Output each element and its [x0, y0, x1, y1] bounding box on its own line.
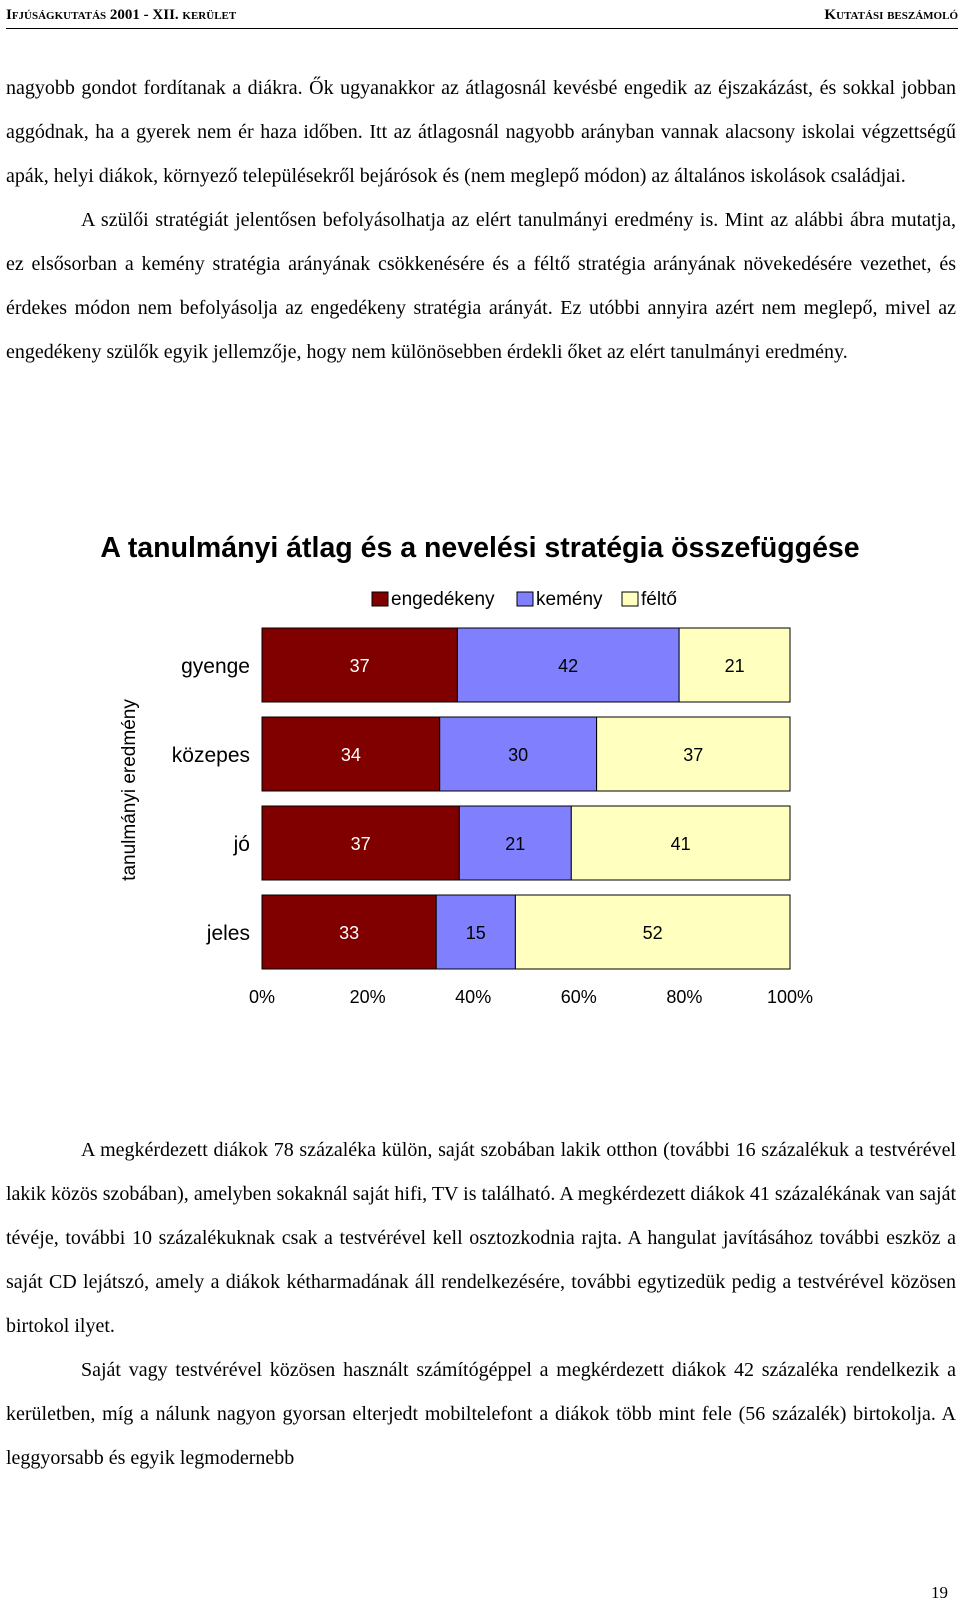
data-label: 33 — [339, 923, 360, 943]
x-axis-ticks — [249, 987, 813, 1007]
paragraph: A megkérdezett diákok 78 százaléka külön, saját szobában lakik otthon (további 16 százalékuk a testvérével lakik közös szobában), amelyben sokaknál saját hifi, TV is található. A megkérdezett diákok 41 százalékának van saját tévéje, további 10 százalékuknak csak a testvérével kell osztozkodnia rajta. A hangulat javításához további eszköz a saját CD lejátszó, amely a diákok kétharmadának áll rendelkezésére, további egytizedük pedig a testvérével közösen birtokol ilyet. — [6, 1139, 956, 1337]
data-label: 37 — [349, 656, 370, 676]
paragraph: A szülői stratégiát jelentősen befolyásolhatja az elért tanulmányi eredmény is. Mint az alábbi ábra mutatja, ez elsősorban a kemény stratégia arányának csökkenésére és a féltő stratégia arányának növekedésére vezethet, és érdekes módon nem befolyásolja az engedékeny stratégia arányát. Ez utóbbi annyira azért nem meglepő, mivel az engedékeny szülők egyik jellemzője, hogy nem különösebben érdekli őket az elért tanulmányi eredmény. — [6, 209, 956, 363]
legend-label: engedékeny — [391, 590, 495, 610]
category-label: jeles — [206, 922, 250, 945]
x-tick-label: 60% — [560, 987, 597, 1007]
data-label: 42 — [558, 656, 579, 676]
page-header — [6, 4, 958, 29]
x-tick-label: 40% — [455, 987, 492, 1007]
y-axis-label: tanulmányi eredmény — [119, 699, 140, 881]
data-label: 52 — [642, 923, 663, 943]
legend-label: kemény — [536, 590, 603, 610]
legend-swatch — [372, 592, 388, 606]
page-number: 19 — [931, 1583, 948, 1602]
category-label: jó — [233, 833, 250, 856]
body-text-top — [6, 66, 956, 374]
category-label: közepes — [171, 744, 250, 767]
legend-label: féltő — [641, 590, 677, 610]
data-label: 41 — [670, 834, 691, 854]
paragraph: nagyobb gondot fordítanak a diákra. Ők ugyanakkor az átlagosnál kevésbé engedik az éjszakázást, és sokkal jobban aggódnak, ha a gyerek nem ér haza időben. Itt az átlagosnál nagyobb arányban vannak alacsony iskolai végzettségű apák, helyi diákok, környező településekről bejárósok és (nem meglepő módon) az általános iskolások családjai. — [6, 77, 956, 187]
chart-legend — [372, 590, 677, 610]
header-left: Ifjúságkutatás 2001 - XII. kerület — [6, 7, 237, 23]
data-label: 37 — [683, 745, 704, 765]
body-text-bottom — [6, 1128, 956, 1480]
x-tick-label: 0% — [248, 987, 276, 1007]
x-tick-label: 20% — [349, 987, 386, 1007]
paragraph: Saját vagy testvérével közösen használt számítógéppel a megkérdezett diákok 42 százaléka rendelkezik a kerületben, míg a nálunk nagyon gyorsan elterjedt mobiltelefont a diákok több mint fele (56 százalék) birtokolja. A leggyorsabb és egyik legmodernebb — [6, 1359, 956, 1469]
category-label: gyenge — [181, 655, 250, 678]
x-tick-label: 100% — [766, 987, 814, 1007]
legend-swatch — [517, 592, 533, 606]
data-label: 21 — [724, 656, 745, 676]
data-label: 15 — [465, 923, 486, 943]
x-tick-label: 80% — [666, 987, 703, 1007]
header-right: Kutatási beszámoló — [824, 7, 958, 23]
data-label: 30 — [508, 745, 529, 765]
category-labels — [172, 655, 250, 945]
chart-bars — [262, 628, 790, 969]
data-label: 21 — [505, 834, 526, 854]
data-label: 37 — [350, 834, 371, 854]
legend-swatch — [622, 592, 638, 606]
data-label: 34 — [340, 745, 361, 765]
stacked-bar-chart — [0, 590, 960, 1020]
chart-title: A tanulmányi átlag és a nevelési stratégia összefüggése — [100, 532, 860, 564]
